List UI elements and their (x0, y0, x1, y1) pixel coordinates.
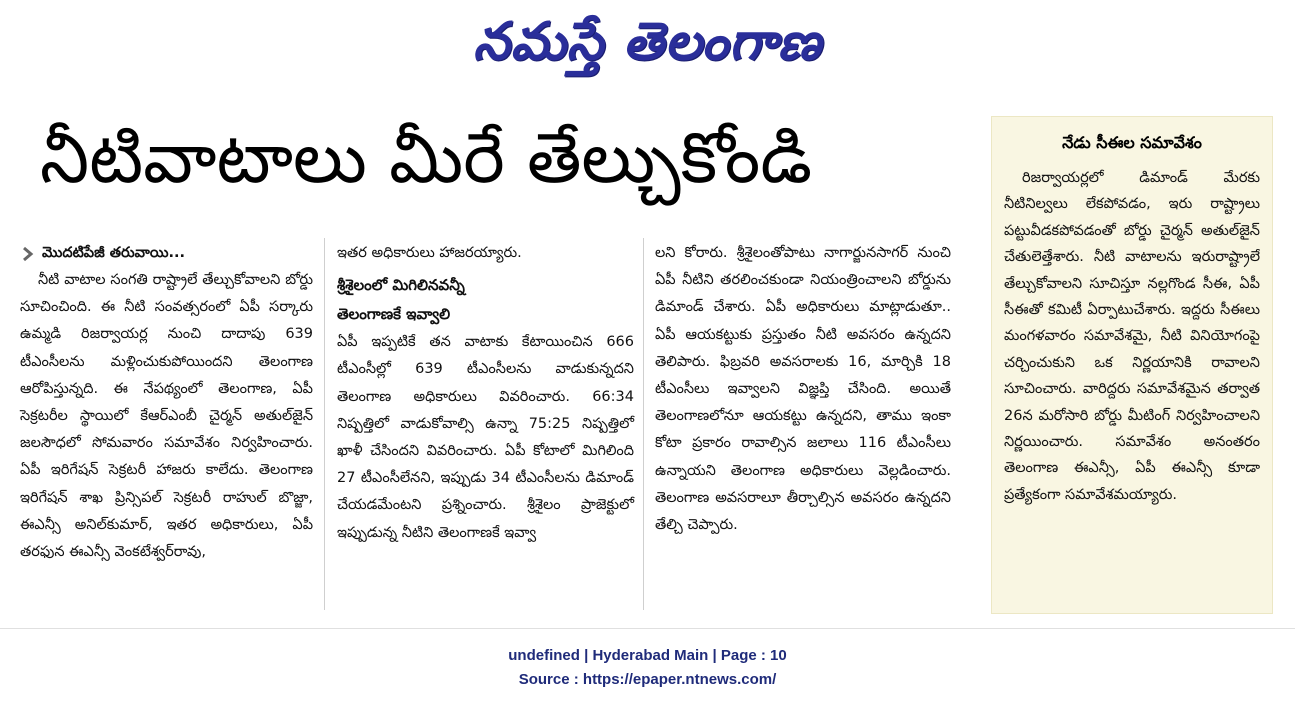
continued-text: మొదటిపేజీ తరువాయి... (42, 244, 186, 261)
subheading-line-2: తెలంగాణకే ఇవ్వాలి (337, 305, 451, 324)
source-link[interactable]: Source : https://epaper.ntnews.com/ (518, 671, 777, 688)
column-2-intro: ఇతర అధికారులు హాజరయ్యారు. (337, 245, 522, 261)
newspaper-logo: నమస్తే తెలంగాణ (473, 10, 822, 72)
sidebar-text: రిజర్వాయర్లలో డిమాండ్ మేరకు నీటినిల్వలు లేకపోవడం, ఇరు రాష్ట్రాలు పట్టువీడకపోవడంతో బోర్డు చైర్మన్ అతుల్‌జైన్ చేతులెత్తేశారు. నీటి వాటాలను ఇరురాష్ట్రాలే తేల్చుకోవాలని సూచిస్తూ నల్లగొండ సీఈ, ఏపీ సీఈతో కమిటీ ఏర్పాటుచేశారు. ఇద్దరు సీఈలు మంగళవారం సమావేశమై, నీటి వినియోగంపై చర్చించుకుని ఒక నిర్ణయానికి రావాలని సూచించారు. వారిద్దరు సమావేశమైన తర్వాత 26న మరోసారి బోర్డు మీటింగ్ నిర్వహించాలని నిర్ణయించారు. సమావేశం అనంతరం తెలంగాణ ఈఎన్సీ, ఏపీ ఈఎన్సీ కూడా ప్రత్యేకంగా సమావేశమయ్యారు. (1004, 170, 1260, 503)
sidebar-box (991, 116, 1273, 614)
article-column-1 (20, 240, 313, 566)
column-divider (324, 238, 325, 610)
footer-rule (0, 628, 1295, 629)
subheading-line-1: శ్రీశైలంలో మిగిలినవన్నీ (337, 276, 465, 295)
chevron-right-icon (20, 246, 36, 262)
column-divider (643, 238, 644, 610)
footer (0, 644, 1295, 692)
masthead (0, 0, 1295, 95)
sidebar-body (1004, 165, 1260, 508)
sidebar-title: నేడు సీఈల సమావేశం (1062, 133, 1202, 152)
column-2-text: ఏపీ ఇప్పటికే తన వాటాకు కేటాయించిన 666 టీఎంసీల్లో 639 టీఎంసీలను వాడుకున్నదని తెలంగాణ అధికారులు వివరించారు. 66:34 నిష్పత్తిలో వాడుకోవాల్సి ఉన్నా 75:25 నిష్పత్తిలో ఖాళీ చేసిందని వివరించారు. ఏపీ కోటాలో మిగిలింది 27 టీఎంసీలేనని, ఇప్పుడు 34 టీఎంసీలను డిమాండ్ చేయడమేంటని ప్రశ్నించారు. శ్రీశైలం ప్రాజెక్టులో ఇప్పుడున్న నీటిని తెలంగాణకే ఇవ్వా (337, 334, 634, 541)
article-column-2 (337, 240, 634, 547)
column-1-text: నీటి వాటాల సంగతి రాష్ట్రాలే తేల్చుకోవాలని బోర్డు సూచించింది. ఈ నీటి సంవత్సరంలో ఏపీ సర్కారు ఉమ్మడి రిజర్వాయర్ల నుంచి దాదాపు 639 టీఎంసీలను మళ్లించుకుపోయిందని తెలంగాణ ఆరోపిస్తున్నది. ఈ నేపథ్యంలో తెలంగాణ, ఏపీ సెక్రటరీల స్థాయిలో కేఆర్‌ఎంబీ చైర్మన్ అతుల్‌జైన్ జలసౌధలో సోమవారం సమావేశం నిర్వహించారు. ఏపీ ఇరిగేషన్ సెక్రటరీ హాజరు కాలేదు. తెలంగాణ ఇరిగేషన్ శాఖ ప్రిన్సిపల్ సెక్రటరీ రాహుల్ బొజ్జా, ఈఎన్సీ అనిల్‌కుమార్, ఇతర అధికారులు, ఏపీ తరఫున ఈఎన్సీ వెంకటేశ్వర్‌రావు, (20, 272, 313, 561)
column-3-text: లని కోరారు. శ్రీశైలంతోపాటు నాగార్జునసాగర్ నుంచి ఏపీ నీటిని తరలించకుండా నియంత్రించాలని బోర్డును డిమాండ్ చేశారు. ఏపీ అధికారులు మాట్లాడుతూ.. ఏపీ ఆయకట్టుకు ప్రస్తుతం నీటి అవసరం ఉన్నదని తెలిపారు. ఫిబ్రవరి అవసరాలకు 16, మార్చికి 18 టీఎంసీలు ఇవ్వాలని విజ్ఞప్తి చేసింది. అయితే తెలంగాణలోనూ ఆయకట్టు ఉన్నదని, తాము ఇంకా కోటా ప్రకారం రావాల్సిన జలాలు 116 టీఎంసీలు ఉన్నాయని తెలంగాణ అధికారులు వెల్లడించారు. తెలంగాణ అవసరాలూ తీర్చాల్సిన అవసరం ఉన్నదని తేల్చి చెప్పారు. (655, 245, 951, 534)
article-column-3 (655, 240, 951, 539)
page-info: undefined | Hyderabad Main | Page : 10 (508, 647, 787, 664)
continued-label (20, 240, 313, 267)
article-headline: నీటివాటాలు మీరే తేల్చుకోండి (40, 117, 813, 199)
